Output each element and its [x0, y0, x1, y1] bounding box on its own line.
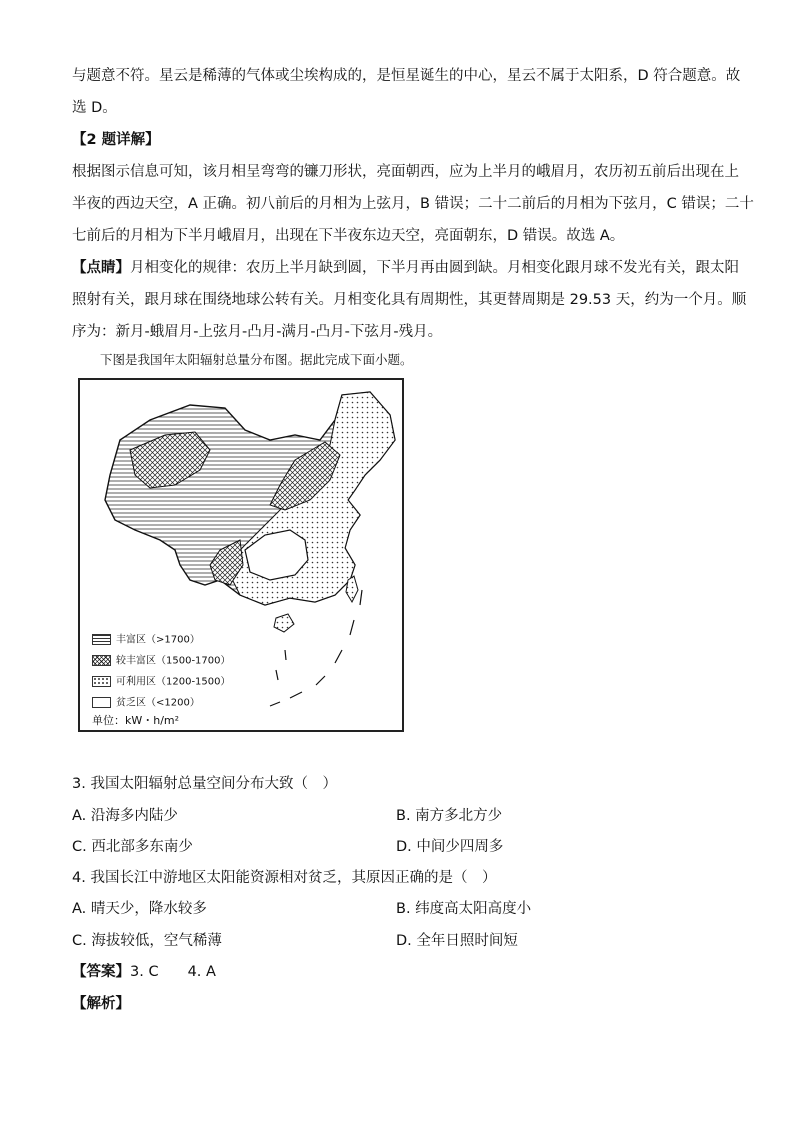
- legend-item-usable: [92, 676, 231, 688]
- question-3-option-c: C. 西北部多东南少: [72, 839, 193, 855]
- answer-line: [72, 962, 216, 982]
- legend-label-fairly-rich: 较丰富区（1500-1700）: [116, 655, 231, 667]
- answer-label: 【答案】: [72, 964, 130, 980]
- tip-text-1: 月相变化的规律：农历上半月缺到圆，下半月再由圆到缺。月相变化跟月球不发光有关，跟太阳: [130, 260, 739, 276]
- legend-item-fairly-rich: [92, 655, 231, 667]
- line-p2-2: 半夜的西边天空，A 正确。初八前后的月相为上弦月，B 错误；二十二前后的月相为下弦月，C 错误；二十: [72, 196, 754, 212]
- question-4-option-d: D. 全年日照时间短: [396, 933, 518, 949]
- line-tip-1: [72, 258, 739, 278]
- line-p2-1: 根据图示信息可知，该月相呈弯弯的镰刀形状，亮面朝西，应为上半月的峨眉月，农历初五前后出现在上: [72, 164, 739, 180]
- line-p2-3: 七前后的月相为下半月峨眉月，出现在下半夜东边天空，亮面朝东，D 错误。故选 A。: [72, 228, 625, 244]
- q2-header: 【2 题详解】: [72, 132, 160, 148]
- question-4-option-c: C. 海拔较低，空气稀薄: [72, 933, 222, 949]
- analysis-label: 【解析】: [72, 996, 130, 1012]
- figure-caption: 下图是我国年太阳辐射总量分布图。据此完成下面小题。: [100, 352, 413, 367]
- legend-swatch-blank: [92, 697, 111, 708]
- line-p1-2: 选 D。: [72, 100, 117, 116]
- legend-label-poor: 贫乏区（<1200）: [116, 697, 200, 709]
- legend-swatch-stripes: [92, 634, 111, 645]
- question-3-option-d: D. 中间少四周多: [396, 839, 504, 855]
- question-4-option-a: A. 晴天少，降水较多: [72, 901, 207, 917]
- question-4-option-b: B. 纬度高太阳高度小: [396, 901, 532, 917]
- line-tip-2: 照射有关，跟月球在围绕地球公转有关。月相变化具有周期性，其更替周期是 29.53 天，约为一个月。顺: [72, 292, 747, 308]
- south-china-sea-dashes: [270, 590, 362, 706]
- legend-swatch-cross: [92, 655, 111, 666]
- line-tip-3: 序为：新月-蛾眉月-上弦月-凸月-满月-凸月-下弦月-残月。: [72, 324, 443, 340]
- line-p1-1: 与题意不符。星云是稀薄的气体或尘埃构成的，是恒星诞生的中心，星云不属于太阳系，D 符合题意。故: [72, 68, 741, 84]
- island-hainan: [274, 614, 294, 632]
- map-unit: 单位：kW・h/m²: [92, 714, 180, 727]
- question-3-option-b: B. 南方多北方少: [396, 808, 503, 824]
- question-3-option-a: A. 沿海多内陆少: [72, 808, 178, 824]
- answer-text: 3. C 4. A: [130, 964, 216, 980]
- legend-item-rich: [92, 634, 200, 646]
- question-3-stem: 3. 我国太阳辐射总量空间分布大致（ ）: [72, 776, 337, 792]
- legend-item-poor: [92, 697, 200, 709]
- legend-swatch-dots: [92, 676, 111, 687]
- legend-label-rich: 丰富区（>1700）: [116, 634, 200, 646]
- legend-label-usable: 可利用区（1200-1500）: [116, 676, 231, 688]
- solar-radiation-map: [78, 378, 404, 732]
- tip-label: 【点睛】: [72, 260, 130, 276]
- question-4-stem: 4. 我国长江中游地区太阳能资源相对贫乏，其原因正确的是（ ）: [72, 870, 497, 886]
- island-taiwan: [346, 576, 358, 602]
